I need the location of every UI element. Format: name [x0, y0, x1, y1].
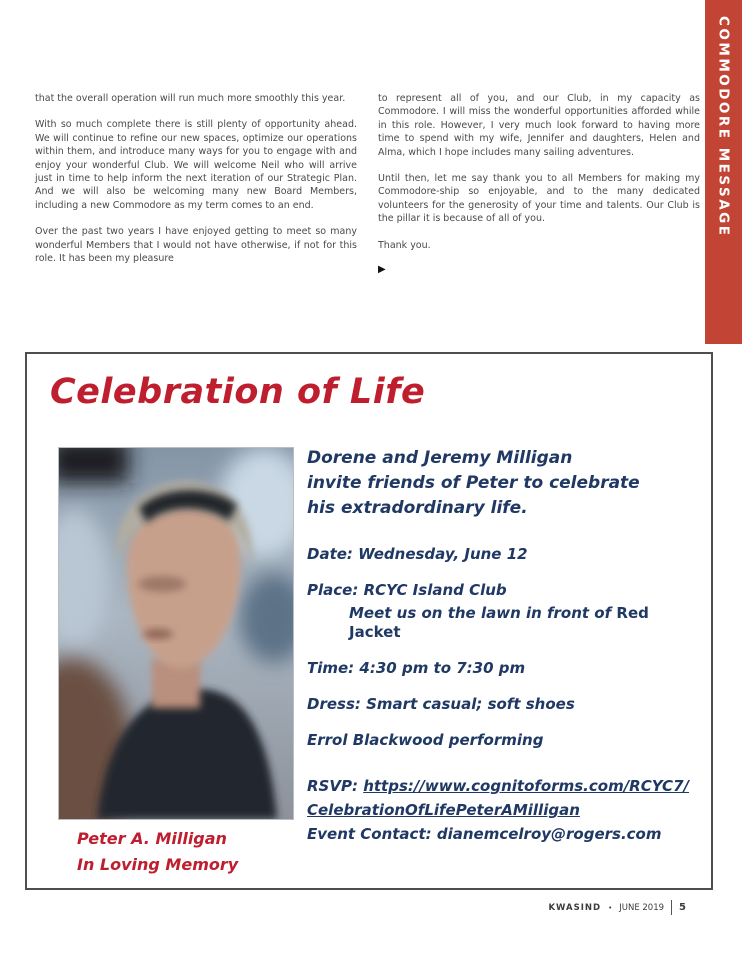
announcement-title: Celebration of Life [50, 372, 426, 412]
rsvp-block [307, 774, 705, 846]
event-time [307, 659, 705, 678]
photo-caption-name: Peter A. Milligan [77, 829, 227, 848]
footer-separator: • [608, 903, 613, 912]
article-paragraph: that the overall operation will run much more smoothly this year. [35, 93, 346, 104]
rsvp-label: RSVP: [307, 777, 358, 795]
place-note-venue: Red Jacket [349, 604, 649, 641]
time-value: 4:30 pm to 7:30 pm [359, 659, 526, 677]
article-paragraph: With so much complete there is still plenty of opportunity ahead. We will continue to refine our new spaces, optimize our operations within them, and introduce many ways for you to engage with and enjoy your wonderful Club. We will welcome Neil who will arrive just in time to help inform the next iteration of our Strategic Plan. And we will also be welcoming many new Board Members, including a new Commodore as my term comes to an end. [35, 119, 357, 211]
portrait-photo-illustration [59, 448, 293, 819]
place-note: Meet us on the lawn in front of [349, 604, 612, 622]
page-footer [548, 900, 686, 915]
date-value: Wednesday, June 12 [358, 545, 528, 563]
rsvp-link-line2[interactable]: CelebrationOfLifePeterAMilligan [307, 801, 580, 819]
contact-label: Event Contact: [307, 825, 432, 843]
invitation-text [307, 446, 705, 521]
end-of-article-icon: ▶ [378, 264, 386, 276]
portrait-photo [58, 447, 294, 820]
issue-date: JUNE 2019 [619, 902, 665, 913]
banner-label: COMMODORE MESSAGE [715, 16, 732, 238]
event-place-note [307, 604, 705, 642]
dress-label: Dress: [307, 695, 361, 713]
article-paragraph: Thank you. [378, 239, 431, 251]
date-label: Date: [307, 545, 353, 563]
event-performer: Errol Blackwood performing [307, 731, 544, 749]
rsvp-link-line1[interactable]: https://www.cognitoforms.com/RCYC7/ [363, 777, 689, 795]
invitation-line: invite friends of Peter to celebrate [307, 473, 640, 493]
place-label: Place: [307, 581, 359, 599]
publication-name: KWASIND [548, 902, 602, 913]
page-number: 5 [679, 902, 686, 913]
dress-value: Smart casual; soft shoes [366, 695, 575, 713]
article-right-column [378, 92, 700, 275]
announcement-details [307, 446, 705, 846]
article-paragraph: to represent all of you, and our Club, in my capacity as Commodore. I will miss the wonderful opportunities afforded while in this role. However, I very much look forward to having more time to spend with my wife, Jennifer and daughters, Helen and Alma, which I hope includes many sailing adventures. [378, 93, 700, 158]
article-paragraph: Over the past two years I have enjoyed getting to meet so many wonderful Members that I would not have otherwise, if not for this role. It has been my pleasure [35, 226, 357, 265]
event-date [307, 545, 705, 564]
footer-divider [671, 900, 672, 915]
place-value: RCYC Island Club [363, 581, 507, 599]
event-dress [307, 695, 705, 714]
celebration-of-life-box [25, 352, 713, 890]
invitation-line: his extradordinary life. [307, 498, 528, 518]
time-label: Time: [307, 659, 355, 677]
article-paragraph: Until then, let me say thank you to all Members for making my Commodore-ship so enjoyable, and to the many dedicated volunteers for the generosity of your time and talents. Our Club is the pillar it is because of all of you. [378, 173, 700, 225]
photo-caption-memory: In Loving Memory [77, 855, 239, 874]
invitation-line: Dorene and Jeremy Milligan [307, 448, 573, 468]
article-left-column [35, 92, 357, 278]
contact-value: dianemcelroy@rogers.com [436, 825, 662, 843]
commodore-message-banner [705, 0, 742, 344]
event-place [307, 581, 705, 600]
photo-caption [77, 826, 238, 878]
